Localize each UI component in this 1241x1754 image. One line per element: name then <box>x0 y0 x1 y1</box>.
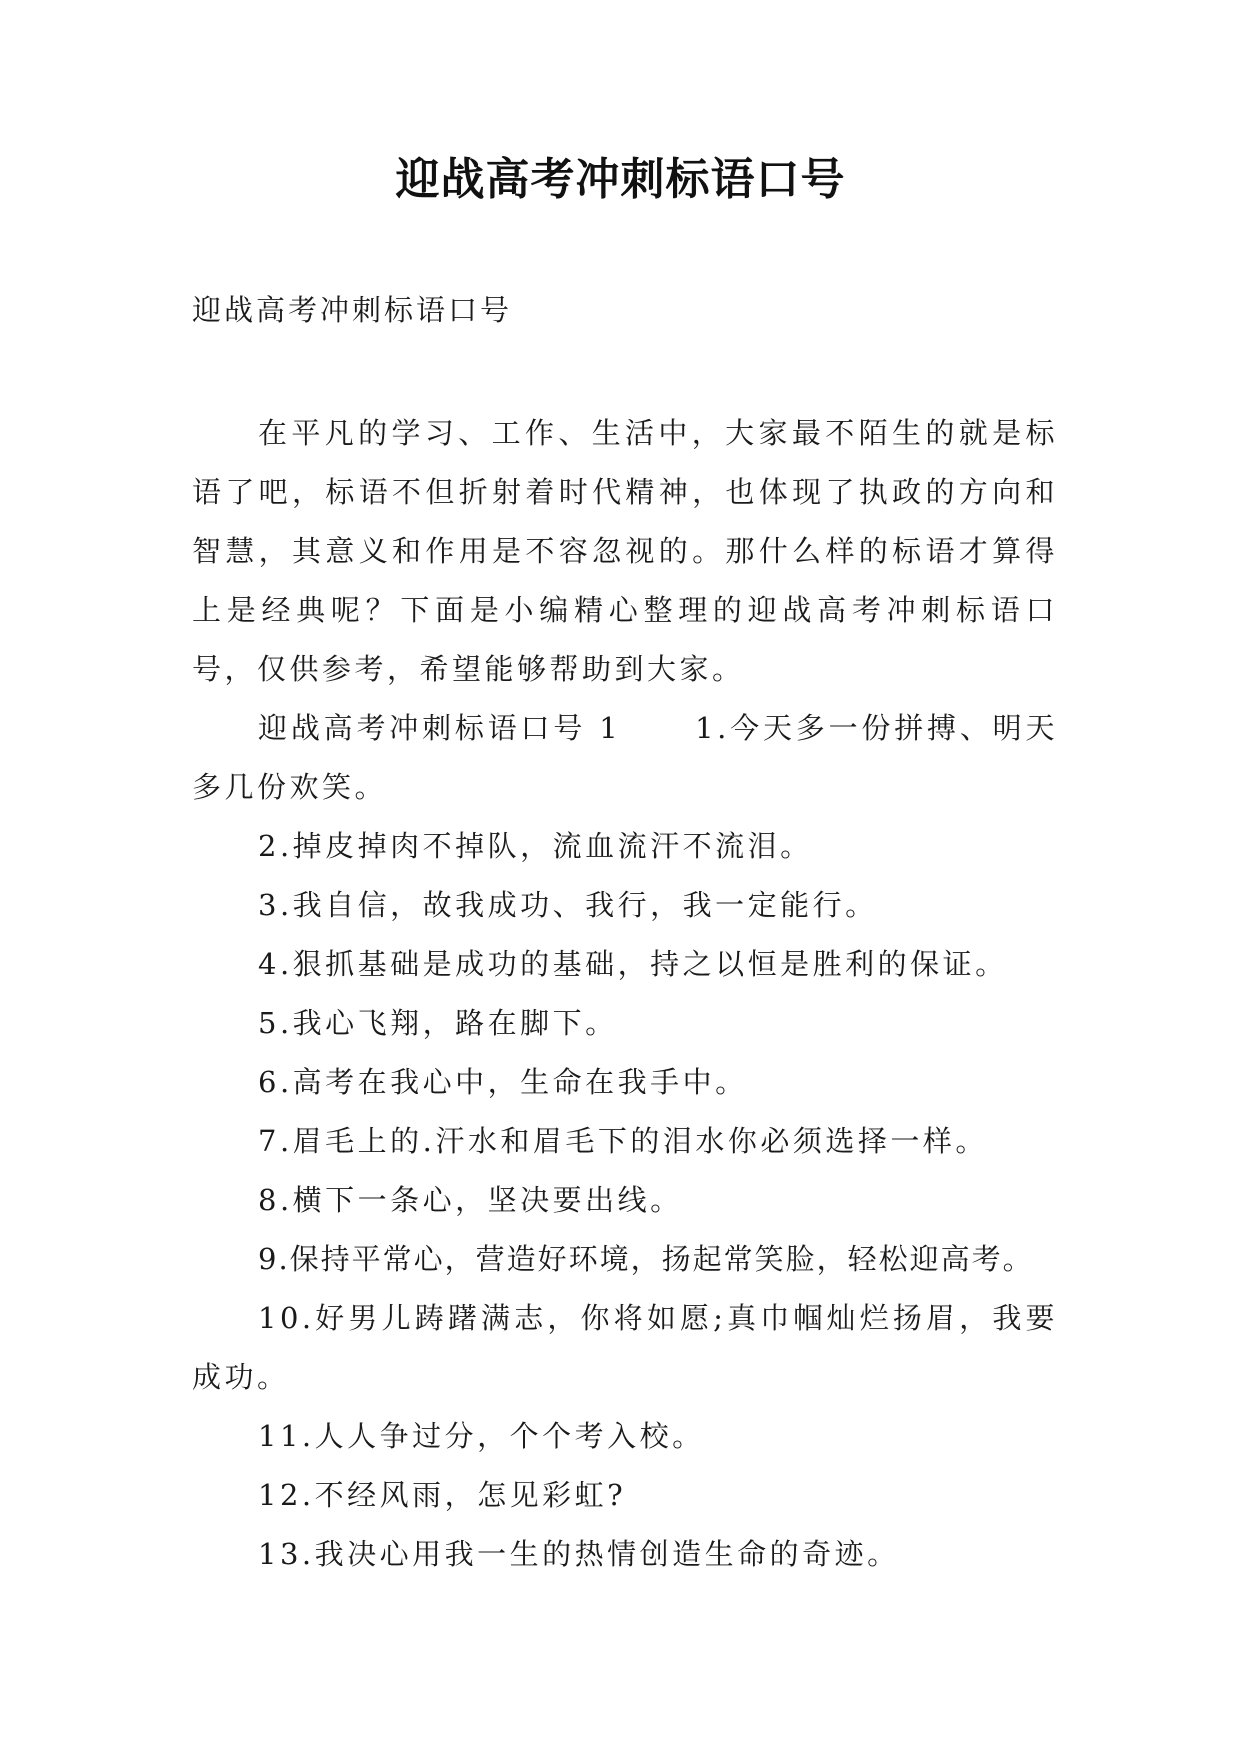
slogan-item: 12.不经风雨，怎见彩虹? <box>258 1478 627 1512</box>
document-title: 迎战高考冲刺标语口号 <box>395 154 846 205</box>
slogan-item: 1.今天多一份拼搏、明天多几份欢笑。 <box>192 711 1058 804</box>
document-subtitle: 迎战高考冲刺标语口号 <box>192 293 513 327</box>
slogan-item: 13.我决心用我一生的热情创造生命的奇迹。 <box>258 1537 900 1571</box>
slogan-item: 11.人人争过分，个个考入校。 <box>258 1419 705 1453</box>
slogan-item: 2.掉皮掉肉不掉队，流血流汗不流泪。 <box>258 829 813 863</box>
slogan-item: 10.好男儿踌躇满志，你将如愿;真巾帼灿烂扬眉，我要成功。 <box>192 1301 1058 1394</box>
slogan-item: 6.高考在我心中，生命在我手中。 <box>258 1065 748 1099</box>
section-1-paragraph <box>192 699 1058 817</box>
slogan-item: 7.眉毛上的.汗水和眉毛下的泪水你必须选择一样。 <box>258 1124 988 1158</box>
slogan-item: 8.横下一条心，坚决要出线。 <box>258 1183 683 1217</box>
slogan-item: 9.保持平常心，营造好环境，扬起常笑脸，轻松迎高考。 <box>258 1242 1034 1276</box>
intro-paragraph: 在平凡的学习、工作、生活中，大家最不陌生的就是标语了吧，标语不但折射着时代精神，也体现了执政的方向和智慧，其意义和作用是不容忽视的。那什么样的标语才算得上是经典呢？下面是小编精心整理的迎战高考冲刺标语口号，仅供参考，希望能够帮助到大家。 <box>192 416 1058 686</box>
section-heading: 迎战高考冲刺标语口号 1 <box>258 711 622 745</box>
slogan-item: 4.狠抓基础是成功的基础，持之以恒是胜利的保证。 <box>258 947 1008 981</box>
slogan-item: 5.我心飞翔，路在脚下。 <box>258 1006 618 1040</box>
document-body <box>192 404 1058 1584</box>
slogan-item: 3.我自信，故我成功、我行，我一定能行。 <box>258 888 878 922</box>
